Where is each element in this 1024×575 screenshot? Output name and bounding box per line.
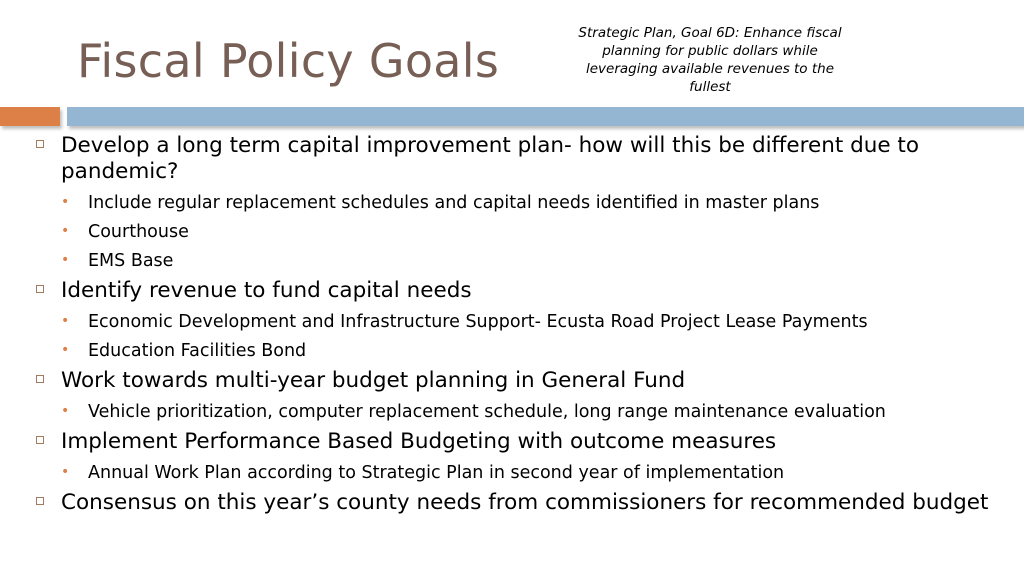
bullet-item [0, 278, 1024, 304]
dot-bullet-icon: • [61, 313, 70, 329]
bullet-text: Implement Performance Based Budgeting with outcome measures [61, 429, 777, 454]
bullet-text: Develop a long term capital improvement plan- how will this be different due to pandemic? [61, 133, 920, 184]
dot-bullet-icon: • [61, 403, 70, 419]
bullet-item [0, 490, 1024, 516]
bullet-text: Work towards multi-year budget planning in General Fund [61, 368, 686, 393]
bullet-text: Identify revenue to fund capital needs [61, 278, 472, 303]
sub-bullet-item [0, 401, 1024, 423]
dot-bullet-icon: • [61, 342, 70, 358]
dot-bullet-icon: • [61, 464, 70, 480]
accent-bar-orange [0, 107, 60, 126]
square-bullet-icon [36, 375, 44, 383]
accent-bar-blue [67, 107, 1024, 126]
sub-bullet-item [0, 311, 1024, 333]
strategic-plan-note: Strategic Plan, Goal 6D: Enhance fiscal planning for public dollars while leveraging available revenues to the fullest [578, 25, 842, 95]
dot-bullet-icon: • [61, 252, 70, 268]
bullet-text: Consensus on this year’s county needs from commissioners for recommended budget [61, 490, 989, 515]
dot-bullet-icon: • [61, 194, 70, 210]
bullet-item [0, 429, 1024, 455]
square-bullet-icon [36, 140, 44, 148]
dot-bullet-icon: • [61, 223, 70, 239]
bullet-item [0, 133, 921, 185]
sub-bullet-text: Vehicle prioritization, computer replacement schedule, long range maintenance evaluation [88, 402, 886, 422]
sub-bullet-item [0, 221, 1024, 243]
sub-bullet-text: Annual Work Plan according to Strategic Plan in second year of implementation [88, 463, 785, 483]
square-bullet-icon [36, 497, 44, 505]
slide-title: Fiscal Policy Goals [77, 34, 500, 88]
bullet-item [0, 368, 1024, 394]
square-bullet-icon [36, 285, 44, 293]
square-bullet-icon [36, 436, 44, 444]
sub-bullet-item [0, 250, 1024, 272]
sub-bullet-text: EMS Base [88, 251, 174, 271]
sub-bullet-text: Courthouse [88, 222, 189, 242]
bullet-list [0, 133, 1024, 516]
sub-bullet-item [0, 462, 1024, 484]
sub-bullet-item [0, 192, 1024, 214]
sub-bullet-item [0, 340, 1024, 362]
sub-bullet-text: Include regular replacement schedules and capital needs identified in master plans [88, 193, 820, 213]
sub-bullet-text: Economic Development and Infrastructure Support- Ecusta Road Project Lease Payments [88, 312, 868, 332]
sub-bullet-text: Education Facilities Bond [88, 341, 307, 361]
